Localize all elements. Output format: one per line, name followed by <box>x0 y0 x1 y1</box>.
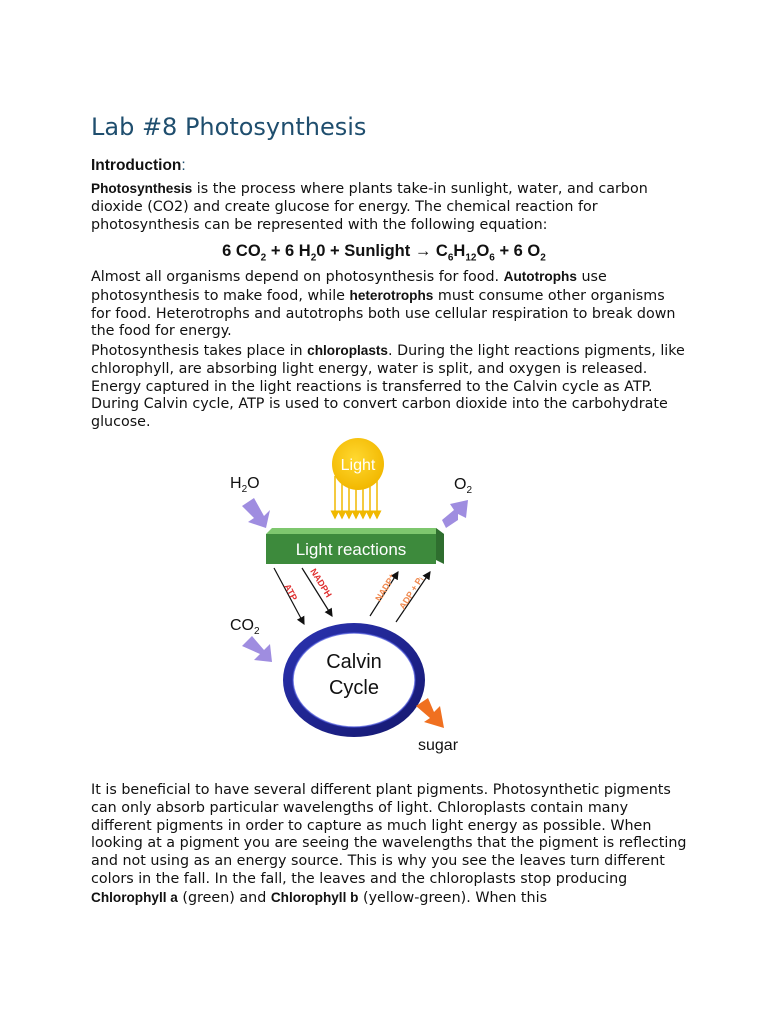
co2-label: $CO_2$ <box>230 617 260 637</box>
page-title: Lab #8 Photosynthesis <box>91 113 367 141</box>
h2o-label: $H_2O$ <box>230 475 260 495</box>
h2o-arrow-icon <box>242 498 270 528</box>
term-chlorophyll-a: Chlorophyll a <box>91 889 178 905</box>
paragraph-autotrophs: Almost all organisms depend on photosynthesis for food. Autotrophs use photosynthesis to make food, while heterotrophs must consume other organisms for food. Heterotrophs and autotrophs both use cellular respiration to break down the food for energy. <box>91 269 676 340</box>
paragraph-pigments: It is beneficial to have several different plant pigments. Photosynthetic pigments can only absorb particular wavelengths of light. Chloroplasts contain many different pigments in order to capture as much light energy as possible. When looking at a pigment you are seeing the wavelengths that the pigment is reflecting and not using as an energy source. This is why you see the leaves turn different colors in the fall. In the fall, the leaves and the chloroplasts stop producing Chlorophyll a (green) and Chlorophyll b (yellow-green). When this <box>91 782 687 906</box>
light-reactions-label: Light reactions <box>295 540 407 559</box>
paragraph-text: is the process where plants take-in sunlight, water, and carbon dioxide (CO2) and create glucose for energy. The chemical reaction for photosynthesis can be represented with the following equation: <box>91 181 648 233</box>
term-photosynthesis: Photosynthesis <box>91 181 193 196</box>
light-reactions-bar-side <box>436 528 444 564</box>
atp-label: ATP <box>282 582 300 603</box>
photosynthesis-diagram <box>220 436 500 762</box>
calvin-label: Calvin <box>326 651 382 673</box>
nadp-label: NADP⁺ <box>373 572 398 604</box>
adp-label: ADP + Pᵢ <box>397 574 425 612</box>
term-chlorophyll-b: Chlorophyll b <box>270 889 359 905</box>
light-reactions-bar-top <box>266 528 444 534</box>
sugar-label: sugar <box>418 737 459 754</box>
section-heading-introduction <box>91 157 186 175</box>
heading-colon: : <box>181 157 186 174</box>
photosynthesis-equation: 6 $CO_2 + 6$ $H_20$ + Sunlight → $C_6H_{12}O_6 + 6$ $O_2$ <box>222 242 546 264</box>
paragraph-photosynthesis-definition <box>91 180 687 234</box>
term-heterotrophs: heterotrophs <box>349 287 434 303</box>
introduction-label: Introduction <box>91 157 182 174</box>
light-label: Light <box>340 457 376 474</box>
co2-arrow-icon <box>242 636 272 662</box>
cycle-label: Cycle <box>328 677 380 699</box>
o2-arrow-icon <box>442 500 468 528</box>
paragraph-chloroplasts: Photosynthesis takes place in chloroplasts. During the light reactions pigments, like chlorophyll, are absorbing light energy, water is split, and oxygen is released. Energy captured in the light reactions is transferred to the Calvin cycle as ATP. During Calvin cycle, ATP is used to convert carbon dioxide into the carbohydrate glucose. <box>91 343 685 431</box>
term-chloroplasts: chloroplasts <box>307 343 388 358</box>
sugar-arrow-icon <box>416 698 444 728</box>
term-autotrophs: Autotrophs <box>503 269 577 284</box>
o2-label: $O_2$ <box>454 476 473 496</box>
nadph-label: NADPH <box>308 566 334 600</box>
